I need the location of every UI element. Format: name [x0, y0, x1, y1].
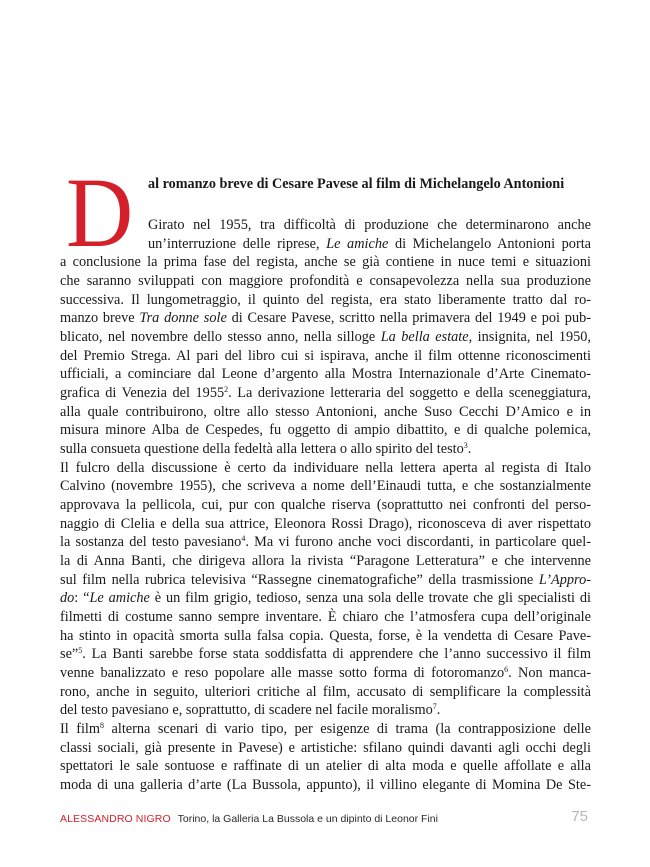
text-line: approvava la pellicola, cui, pur con qualche riserva (soprattutto nei confronti del perso-	[60, 497, 591, 513]
text-line: naggio di Clelia e della sua attrice, Eleonora Rossi Drago), riconosceva di aver rispettato	[60, 515, 591, 532]
footnote-ref: 8	[100, 721, 105, 730]
book-title: Tra donne sole	[139, 310, 227, 327]
page-number: 75	[571, 808, 588, 825]
text-line: la di Anna Banti, che dirigeva allora la rivista “Paragone Letteratura” e che intervenne	[60, 553, 591, 569]
text-line: grafica di Venezia del 1955$^2$. La derivazione letteraria del soggetto e della sceneggiatura,	[60, 385, 591, 401]
text-line: blicato, nel novembre dello stesso anno, nella silloge La bella estate, insignita, nel 1950,	[60, 329, 592, 345]
text-line: venne banalizzato e reso popolare alle masse sotto forma di fotoromanzo$^6$. Non manca-	[60, 665, 591, 681]
text-line: moda di una galleria d’arte (La Bussola, appunto), il villino elegante di Momina De Ste-	[60, 777, 591, 793]
text-line: sul film nella rubrica televisiva “Rassegne cinematografiche” della trasmissione L’Appro-	[60, 571, 591, 588]
text-line: classi sociali, già presente in Pavese) e artistiche: sfilano quindi davanti agli occhi degli	[60, 739, 591, 756]
text-line: del Premio Strega. Al pari del libro cui si ispirava, anche il film ottenne riconoscimenti	[60, 347, 591, 364]
program-title: do	[60, 590, 75, 607]
footnote-ref: 6	[504, 665, 509, 674]
footnote-ref: 3	[463, 441, 468, 450]
footnote-ref: 4	[241, 534, 246, 544]
text-line: spettatori le sale sontuose e raffinate di un atelier di alta moda e quelle affollate e alla	[60, 758, 591, 775]
footer-subtitle: Torino, la Galleria La Bussola e un dipinto di Leonor Fini	[177, 813, 438, 825]
footnote-ref: 5	[78, 646, 83, 656]
text-line: filmetti di costume sanno sempre inventare. È chiaro che l’atmosfera cupa dell’originale	[60, 609, 591, 625]
text-line: Girato nel 1955, tra difficoltà di produzione che determinarono anche	[148, 217, 591, 233]
book-title: La bella estate	[380, 329, 469, 345]
text-line: Calvino (novembre 1955), che scriveva a nome dell’Einaudi tutta, e che sostanzialmente	[60, 478, 591, 495]
text-line: un’interruzione delle riprese, Le amiche di Michelangelo Antonioni porta	[148, 235, 592, 252]
text-line: a conclusione la prima fase del regista, anche se già contiene in nuce temi e situazioni	[60, 254, 591, 271]
section-title: al romanzo breve di Cesare Pavese al film di Michelangelo Antonioni	[148, 176, 565, 192]
text-line: Il film$^8$ alterna scenari di vario tipo, per esigenze di trama (la contrapposizione delle	[60, 721, 591, 737]
text-line: rono, anche in seguito, ulteriori critiche al film, accusato di semplificare la complessità	[60, 683, 591, 700]
book-title: Le amiche	[326, 235, 389, 252]
text-line: ha stinto in opacità smorta sulla falsa copia. Questa, forse, è la vendetta di Cesare Pave-	[60, 627, 591, 644]
book-title: Le amiche	[89, 590, 150, 607]
text-line: che saranno sviluppati con maggiore profondità e consapevolezza nella sua produzione	[60, 273, 591, 289]
drop-cap: D	[66, 157, 134, 268]
text-line: del testo pavesiano e, soprattutto, di scadere nel facile moralismo$^7$.	[60, 702, 441, 719]
footnote-ref: 7	[432, 702, 437, 712]
text-line: misura minore Alba de Cespedes, fu oggetto di ampio dibattito, e di qualche polemica,	[60, 422, 591, 439]
text-line: manzo breve Tra donne sole di Cesare Pavese, scritto nella primavera del 1949 e poi pub-	[60, 310, 591, 327]
footnote-ref: 2	[224, 385, 229, 394]
text-line: sulla consueta questione della fedeltà alla lettera o allo spirito del testo$^3$.	[60, 441, 472, 457]
text-line: alla quale contribuirono, oltre allo stesso Antonioni, anche Suso Cecchi D’Amico e in	[60, 403, 591, 420]
page-footer	[60, 809, 590, 829]
text-line: successiva. Il lungometraggio, il quinto del regista, era stato liberamente tratto dal ro-	[60, 291, 591, 308]
text-line: Il fulcro della discussione è certo da individuare nella lettera aperta al regista di Italo	[60, 459, 591, 476]
text-line: ufficiali, a cominciare dal Leone d’argento alla Mostra Internazionale d’Arte Cinemato-	[60, 366, 591, 383]
footer-author: ALESSANDRO NIGRO	[60, 813, 171, 825]
program-title: L’Appro-	[538, 571, 591, 588]
text-line: se”$^5$. La Banti sarebbe forse stata soddisfatta di apprendere che l’anno successivo il film	[60, 646, 591, 663]
text-line: la sostanza del testo pavesiano$^4$. Ma vi furono anche voci discordanti, in particolare quel-	[60, 534, 592, 551]
text-line: do: “Le amiche è un film grigio, tedioso, senza una sola delle trovate che gli specialisti di	[60, 590, 591, 607]
